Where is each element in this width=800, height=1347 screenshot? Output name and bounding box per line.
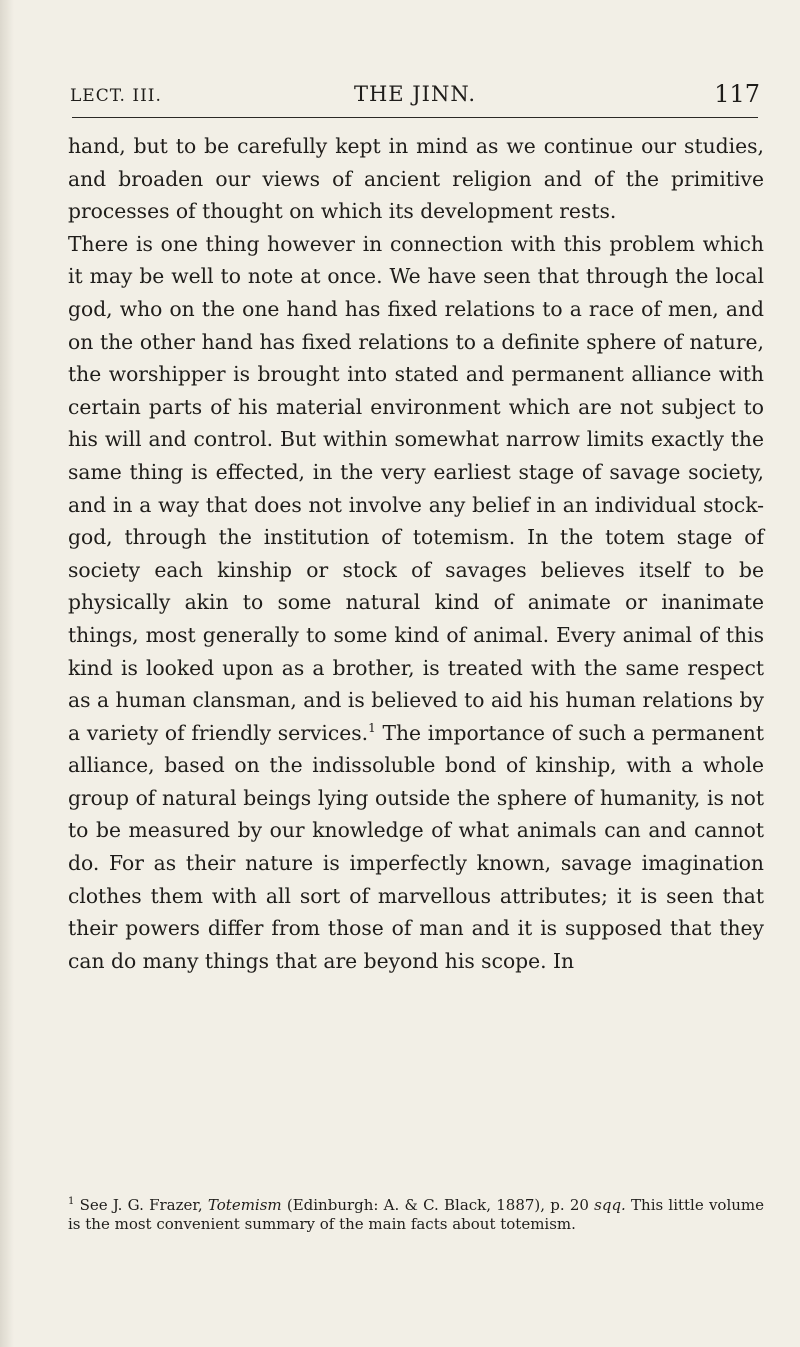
page-number: 117 — [714, 80, 760, 108]
paragraph-totemism — [68, 228, 764, 978]
footnote-book-title: Totemism — [207, 1196, 282, 1214]
paragraph-totemism-part-a: There is one thing however in connection with this problem which it may be well to note at once. We have seen that through the local god, who on the one hand has fixed relations to a race of men, and on the other hand has fixed relations to a definite sphere of nature, the worshipper is brought into stated and permanent alliance with certain parts of his material environment which are not subject to his will and control. But within somewhat narrow limits exactly the same thing is effected, in the very earliest stage of savage society, and in a way that does not involve any belief in an individual stock-god, through the institution of totemism. In the totem stage of society each kinship or stock of savages believes itself to be physically akin to some natural kind of animate or inanimate things, most generally to some kind of animal. Every animal of this kind is looked upon as a brother, is treated with the same respect as a human clansman, and is believed to aid his human relations by a variety of friendly services. — [68, 231, 764, 745]
header-rule — [72, 117, 758, 118]
footnote-text-a: See J. G. Frazer, — [74, 1196, 208, 1214]
footnote — [68, 1196, 764, 1234]
page-edge-shadow — [0, 0, 14, 1347]
running-header — [70, 80, 760, 116]
footnote-sqq: sqq. — [594, 1196, 626, 1214]
running-title: THE JINN. — [353, 82, 477, 106]
paragraph-totemism-part-b: The importance of such a permanent alliance, based on the indissoluble bond of kinship, with a whole group of natural beings lying outside the sphere of humanity, is not to be measured by our knowledge of what animals can and cannot do. For as their nature is imperfectly known, savage imagination clothes them with all sort of marvellous attributes; it is seen that their powers differ from those of man and it is supposed that they can do many things that are beyond his scope. In — [68, 720, 764, 973]
lecture-label: LECT. III. — [70, 86, 162, 106]
paragraph-continuation: hand, but to be carefully kept in mind as we continue our studies, and broaden our views of ancient religion and of the primitive processes of thought on which its development rests. — [68, 134, 764, 224]
footnote-reference[interactable]: 1 — [368, 720, 376, 735]
main-text — [68, 130, 764, 977]
footnote-mark: 1 — [68, 1196, 75, 1207]
footnote-text-c: This little volume is the most convenient summary of the main facts about totemism. — [68, 1196, 765, 1233]
footnote-text-b: (Edinburgh: A. & C. Black, 1887), p. 20 — [281, 1196, 595, 1214]
